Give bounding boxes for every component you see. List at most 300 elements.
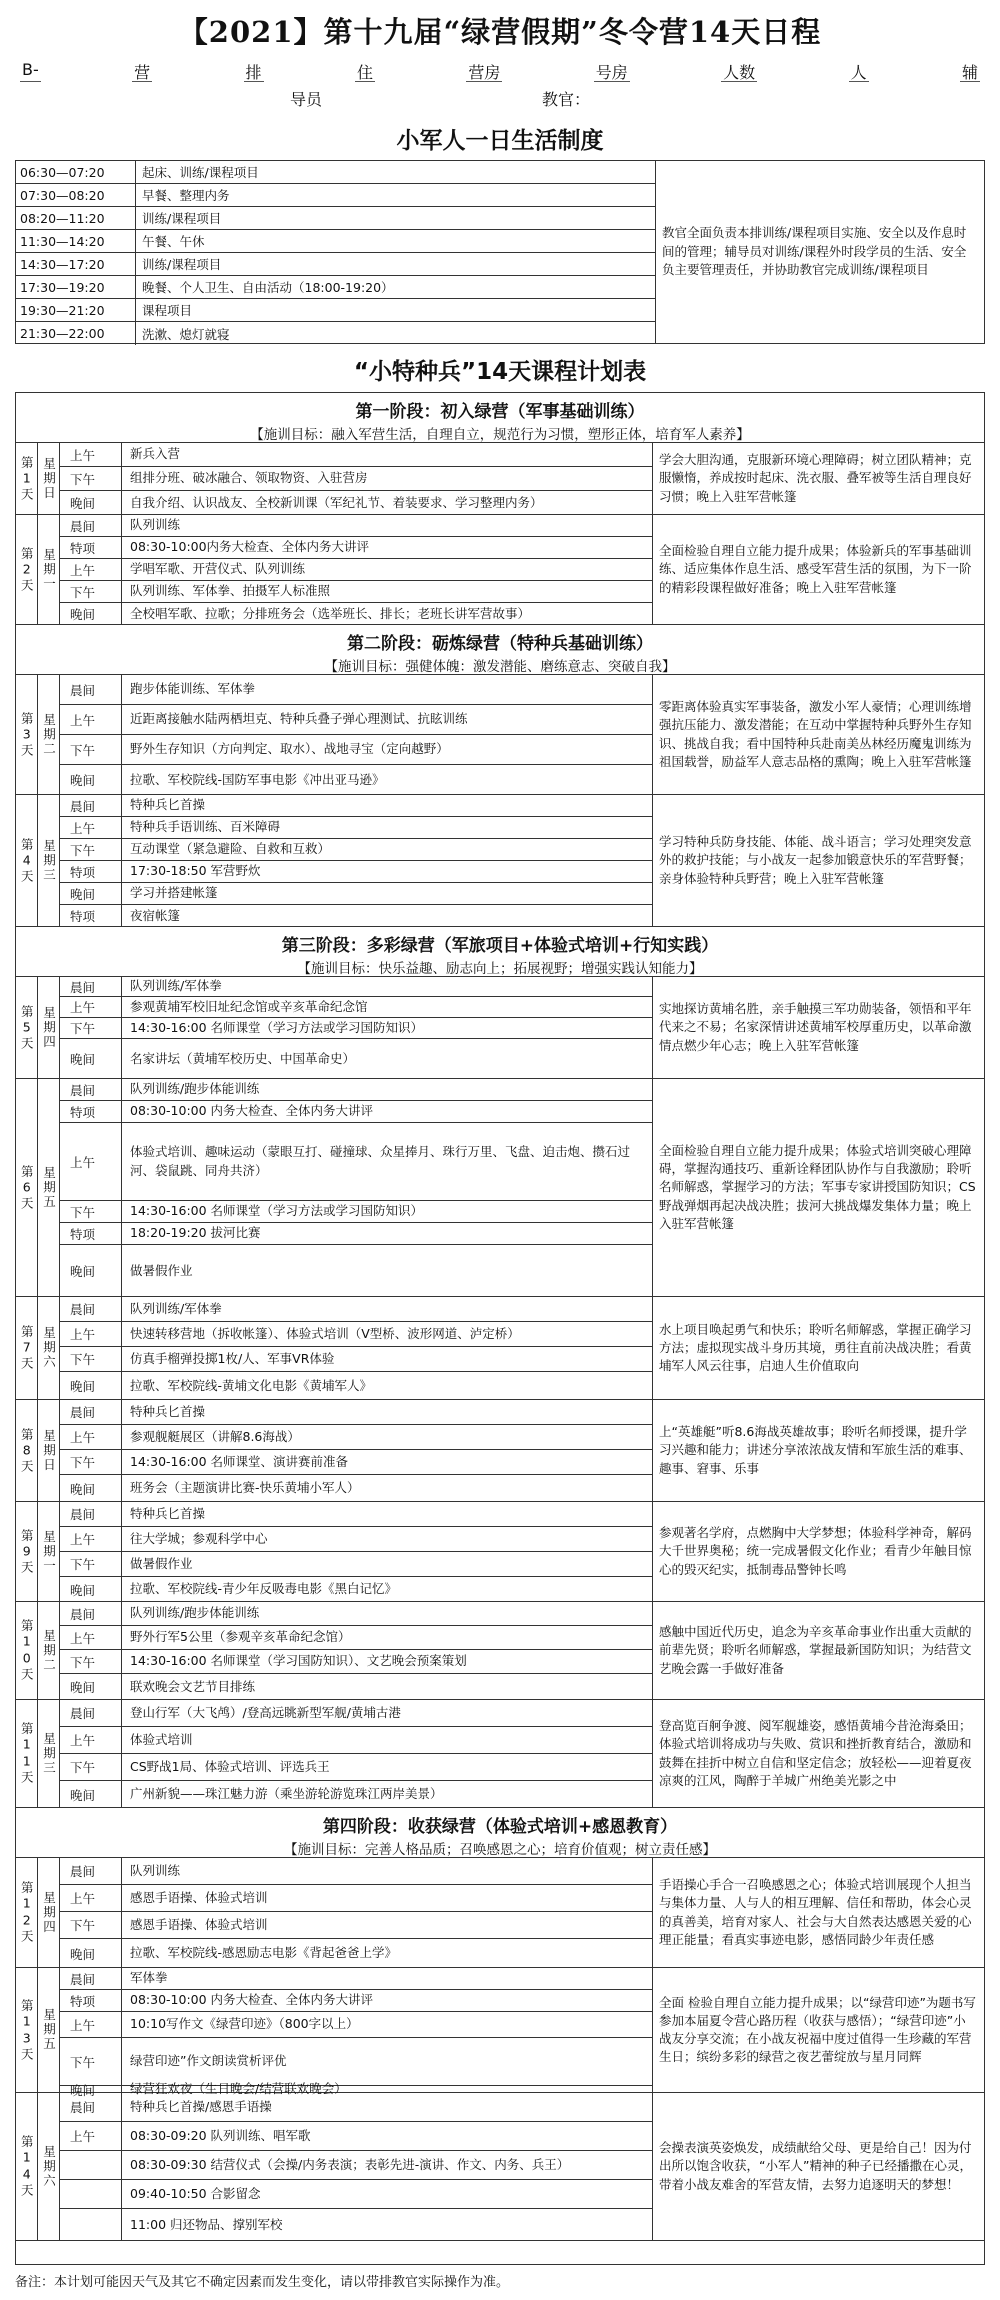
- period-label: 上午: [60, 2012, 122, 2037]
- day-rows: [60, 1602, 653, 1699]
- daily-time: 11:30—14:20: [16, 230, 136, 252]
- period-label: 下午: [60, 1650, 122, 1673]
- schedule-row: [60, 1727, 653, 1754]
- daily-schedule-table: [15, 160, 985, 344]
- day-block: [16, 1502, 984, 1602]
- schedule-row: [60, 1781, 653, 1808]
- day-weekday: 星期三: [38, 1700, 60, 1807]
- period-label: 特项: [60, 1990, 122, 2011]
- activity-content: 近距离接触水陆两栖坦克、特种兵叠子弹心理测试、抗眩训练: [130, 711, 468, 727]
- activity-content: 感恩手语操、体验式培训: [130, 1916, 268, 1932]
- schedule-row: [60, 581, 653, 603]
- schedule-row: [60, 2151, 653, 2180]
- period-label: 下午: [60, 735, 122, 764]
- day-weekday: 星期六: [38, 1297, 60, 1399]
- schedule-row: [60, 1450, 653, 1475]
- activity-content: 学唱军歌、开营仪式、队列训练: [130, 561, 306, 577]
- activity-content: 体验式培训、趣味运动（蒙眼互打、碰撞球、众星捧月、珠行万里、飞盘、迫击炮、攒石过河、袋鼠跳、同舟共济）: [130, 1144, 631, 1178]
- activity-content: 08:30-10:00内务大检查、全体内务大讲评: [130, 539, 370, 555]
- activity-content: 野外行军5公里（参观辛亥革命纪念馆）: [130, 1629, 351, 1645]
- activity-content: 拉歌、军校院线-国防军事电影《冲出亚马逊》: [130, 771, 385, 787]
- activity-content: 全校唱军歌、拉歌；分排班务会（选举班长、排长；老班长讲军营故事）: [130, 605, 531, 621]
- schedule-row: [60, 1650, 653, 1674]
- activity-content: CS野战1局、体验式培训、评选兵王: [130, 1758, 330, 1774]
- day-block: [16, 2093, 984, 2241]
- schedule-row: [60, 1674, 653, 1700]
- period-label: 晚间: [60, 1577, 122, 1602]
- daily-row: [16, 161, 655, 184]
- day-number: 第1天: [16, 443, 38, 514]
- period-label: 上午: [60, 705, 122, 734]
- schedule-row: [60, 1372, 653, 1400]
- day-number: 第11天: [16, 1700, 38, 1807]
- day-block: [16, 1968, 984, 2098]
- schedule-row: [60, 1245, 653, 1297]
- stage-header: [16, 927, 984, 977]
- day-rows: [60, 795, 653, 926]
- stage-title: 第四阶段：收获绿营（体验式培训+感恩教育）: [322, 1817, 678, 1837]
- activity-content: 拉歌、军校院线-感恩励志电影《背起爸爸上学》: [130, 1945, 398, 1961]
- daily-time: 17:30—19:20: [16, 276, 136, 298]
- activity-content: 特种兵匕首操/感恩手语操: [130, 2098, 272, 2114]
- day-objective: 手语操心手合一召唤感恩之心；体验式培训展现个人担当与集体力量、人与人的相互理解、信任和帮助，体会心灵的真善美，培育对家人、社会与大自然表达感恩关爱的心理正能量；看真实事迹电影，感悟同龄少年责任感: [659, 1877, 972, 1947]
- schedule-row: [60, 905, 653, 927]
- stage-title: 第一阶段：初入绿营（军事基础训练）: [355, 402, 645, 422]
- activity-content: 快速转移营地（拆收帐篷）、体验式培训（V型桥、波形网道、泸定桥）: [130, 1325, 520, 1341]
- schedule-row: [60, 537, 653, 559]
- activity-content: 08:30-09:30 结营仪式（会操/内务表演；表彰先进-演讲、作文、内务、兵王）: [130, 2156, 570, 2172]
- daily-row: [16, 276, 655, 299]
- period-label: 晨间: [60, 795, 122, 816]
- period-label: 上午: [60, 1322, 122, 1346]
- info-field: B-: [20, 60, 41, 82]
- activity-content: 互动课堂（紧急避险、自救和互救）: [130, 841, 331, 857]
- stage-goal: 【施训目标：融入军营生活，自理自立，规范行为习惯，塑形正体，培育军人素养】: [250, 427, 750, 443]
- day-weekday: 星期五: [38, 1968, 60, 2092]
- activity-content: 特种兵匕首操: [130, 797, 206, 813]
- plan-heading: “小特种兵”14天课程计划表: [353, 359, 647, 385]
- period-label: [60, 2180, 122, 2208]
- activity-content: 联欢晚会文艺节目排练: [130, 1678, 256, 1694]
- activity-content: 14:30-16:00 名师课堂（学习方法或学习国防知识）: [130, 1019, 424, 1035]
- day-objective: 全面检验自理自立能力提升成果；体验新兵的军事基础训练、适应集体作息生活、感受军营生活的氛围，为下一阶的精彩段课程做好准备；晚上入驻军营帐篷: [659, 543, 972, 595]
- activity-content: 做暑假作业: [130, 1262, 193, 1278]
- activity-content: 10:10写作文《绿营印迹》（800字以上）: [130, 2016, 359, 2032]
- daily-schedule-heading: 小军人一日生活制度: [396, 128, 604, 154]
- activity-content: 14:30-16:00 名师课堂、演讲赛前准备: [130, 1453, 349, 1469]
- schedule-row: [60, 977, 653, 997]
- schedule-row: [60, 1990, 653, 2012]
- day-rows: [60, 977, 653, 1078]
- schedule-row: [60, 2081, 653, 2098]
- period-label: 特项: [60, 905, 122, 927]
- period-label: 特项: [60, 1223, 122, 1244]
- period-label: 下午: [60, 1347, 122, 1371]
- period-label: 下午: [60, 2038, 122, 2085]
- activity-content: 新兵入营: [130, 446, 181, 462]
- day-objective: 全面 检验自理自立能力提升成果；以“绿营印迹”为题书写参加本届夏令营心路历程（收获与感悟）；“绿营印迹”小战友分享交流；在小战友祝福中度过值得一生珍藏的军营生日；缤纷多彩的绿营之夜艺蕾绽放与星月同辉: [659, 1994, 976, 2065]
- schedule-row: [60, 1858, 653, 1885]
- day-rows: [60, 1079, 653, 1296]
- schedule-row: [60, 817, 653, 839]
- day-block: [16, 515, 984, 625]
- day-number: 第8天: [16, 1400, 38, 1501]
- activity-content: 往大学城；参观科学中心: [130, 1530, 268, 1546]
- day-number: 第13天: [16, 1968, 38, 2092]
- period-label: 上午: [60, 1123, 122, 1200]
- activity-content: 仿真手榴弹投掷1枚/人、军事VR体验: [130, 1350, 335, 1366]
- period-label: 晨间: [60, 1297, 122, 1321]
- activity-content: 班务会（主题演讲比赛-快乐黄埔小军人）: [130, 1480, 360, 1496]
- activity-content: 18:20-19:20 拔河比赛: [130, 1225, 261, 1241]
- daily-time: 08:20—11:20: [16, 207, 136, 229]
- day-rows: [60, 1700, 653, 1807]
- period-label: 上午: [60, 1527, 122, 1551]
- schedule-row: [60, 1602, 653, 1626]
- day-block: [16, 1079, 984, 1297]
- day-rows: [60, 515, 653, 624]
- activity-content: 体验式培训: [130, 1731, 193, 1747]
- schedule-row: [60, 1079, 653, 1101]
- course-plan-table: [15, 392, 985, 2265]
- day-weekday: 星期日: [38, 1400, 60, 1501]
- period-label: 上午: [60, 1425, 122, 1449]
- info-field: 营房: [466, 60, 502, 82]
- daily-time: 21:30—22:00: [16, 322, 136, 345]
- activity-content: 军体拳: [130, 1970, 168, 1986]
- day-block: [16, 1700, 984, 1808]
- daily-time: 07:30—08:20: [16, 184, 136, 206]
- schedule-row: [60, 1123, 653, 1201]
- day-number: 第6天: [16, 1079, 38, 1296]
- day-number: 第3天: [16, 675, 38, 794]
- stage-header: [16, 1808, 984, 1858]
- footer-note: 备注：本计划可能因天气及其它不确定因素而发生变化，请以带排教官实际操作为准。: [15, 2275, 510, 2290]
- daily-time: 14:30—17:20: [16, 253, 136, 275]
- day-block: [16, 1858, 984, 1968]
- schedule-row: [60, 839, 653, 861]
- activity-content: 08:30-10:00 内务大检查、全体内务大讲评: [130, 1992, 374, 2008]
- activity-content: 做暑假作业: [130, 1555, 193, 1571]
- period-label: 晚间: [60, 2086, 122, 2093]
- info-field: 号房: [594, 60, 630, 82]
- day-objective: 学会大胆沟通，克服新环境心理障碍；树立团队精神；克服懒惰，养成按时起床、洗衣服、叠军被等生活自理良好习惯；晚上入驻军营帐篷: [659, 452, 972, 504]
- schedule-row: [60, 1400, 653, 1425]
- schedule-row: [60, 883, 653, 905]
- day-rows: [60, 1297, 653, 1399]
- day-block: [16, 795, 984, 927]
- day-rows: [60, 1968, 653, 2098]
- period-label: 上午: [60, 1885, 122, 1911]
- schedule-row: [60, 559, 653, 581]
- stage-goal: 【施训目标：快乐益趣、励志向上；拓展视野；增强实践认知能力】: [297, 961, 703, 977]
- day-objective: 感触中国近代历史，追念为辛亥革命事业作出重大贡献的前辈先贤；聆听名师解惑，掌握最新国防知识；为结营文艺晚会露一手做好准备: [659, 1624, 972, 1676]
- schedule-row: [60, 1700, 653, 1727]
- period-label: 上午: [60, 817, 122, 838]
- day-rows: [60, 443, 653, 514]
- day-block: [16, 1602, 984, 1700]
- day-number: 第4天: [16, 795, 38, 926]
- period-label: 晨间: [60, 1400, 122, 1424]
- info-field: 辅: [960, 60, 980, 82]
- stage-header: [16, 393, 984, 443]
- activity-content: 特种兵匕首操: [130, 1505, 206, 1521]
- day-objective: 学习特种兵防身技能、体能、战斗语言；学习处理突发意外的救护技能；与小战友一起参加锻意快乐的军营野餐；亲身体验特种兵野营；晚上入驻军营帐篷: [659, 834, 972, 886]
- daily-activity: 课程项目: [142, 303, 193, 318]
- activity-content: 拉歌、军校院线-青少年反吸毒电影《黑白记忆》: [130, 1581, 398, 1597]
- day-weekday: 星期四: [38, 977, 60, 1078]
- schedule-row: [60, 1018, 653, 1039]
- activity-content: 登山行军（大飞鸬）/登高远眺新型军舰/黄埔古港: [130, 1704, 401, 1720]
- period-label: 下午: [60, 1018, 122, 1038]
- day-weekday: 星期四: [38, 1858, 60, 1967]
- schedule-row: [60, 795, 653, 817]
- period-label: 下午: [60, 467, 122, 490]
- day-objective: 水上项目唤起勇气和快乐；聆听名师解惑，掌握正确学习方法；虚拟现实战斗身历其境，勇往直前决战决胜；看黄埔军人风云往事，启迪人生价值取向: [659, 1321, 972, 1374]
- activity-content: 队列训练/军体拳: [130, 1300, 222, 1316]
- day-number: 第10天: [16, 1602, 38, 1699]
- page-title: 【2021】第十九届“绿营假期”冬令营14天日程: [178, 15, 822, 49]
- activity-content: 自我介绍、认识战友、全校新训课（军纪礼节、着装要求、学习整理内务）: [130, 494, 543, 510]
- period-label: 下午: [60, 1450, 122, 1474]
- period-label: 晨间: [60, 675, 122, 704]
- schedule-row: [60, 1297, 653, 1322]
- day-weekday: 星期六: [38, 2093, 60, 2240]
- daily-row: [16, 207, 655, 230]
- period-label: 晨间: [60, 1858, 122, 1884]
- activity-content: 14:30-16:00 名师课堂（学习国防知识）、文艺晚会预案策划: [130, 1653, 467, 1669]
- activity-content: 参观黄埔军校旧址纪念馆或辛亥革命纪念馆: [130, 998, 368, 1014]
- day-block: [16, 1400, 984, 1502]
- info-field: 人: [849, 60, 869, 82]
- daily-row: [16, 253, 655, 276]
- daily-activity: 训练/课程项目: [142, 211, 222, 226]
- schedule-row: [60, 1201, 653, 1223]
- schedule-row: [60, 1347, 653, 1372]
- activity-content: 队列训练、军体拳、拍摄军人标准照: [130, 583, 331, 599]
- day-block: [16, 977, 984, 1079]
- day-weekday: 星期五: [38, 1079, 60, 1296]
- period-label: 晨间: [60, 1700, 122, 1726]
- period-label: 上午: [60, 559, 122, 580]
- day-block: [16, 443, 984, 515]
- daily-activity: 洗漱、熄灯就寝: [142, 326, 230, 342]
- activity-content: 感恩手语操、体验式培训: [130, 1889, 268, 1905]
- stage-header: [16, 625, 984, 675]
- daily-activity: 午餐、午休: [142, 234, 205, 249]
- period-label: 晚间: [60, 883, 122, 904]
- stage-goal: 【施训目标：强健体魄：激发潜能、磨练意志、突破自我】: [324, 659, 676, 675]
- camp-info-line1: [20, 60, 980, 82]
- day-weekday: 星期一: [38, 1502, 60, 1601]
- schedule-row: [60, 1577, 653, 1602]
- activity-content: 绿营狂欢夜（生日晚会/结营联欢晚会）: [130, 2081, 347, 2097]
- schedule-row: [60, 443, 653, 467]
- daily-row: [16, 230, 655, 253]
- activity-content: 14:30-16:00 名师课堂（学习方法或学习国防知识）: [130, 1203, 424, 1219]
- info-field: 营: [132, 60, 152, 82]
- period-label: 晚间: [60, 491, 122, 515]
- period-label: 下午: [60, 1201, 122, 1222]
- day-weekday: 星期一: [38, 515, 60, 624]
- schedule-row: [60, 861, 653, 883]
- day-rows: [60, 675, 653, 794]
- activity-content: 08:30-09:20 队列训练、唱军歌: [130, 2127, 311, 2143]
- schedule-row: [60, 2209, 653, 2241]
- schedule-row: [60, 1912, 653, 1939]
- period-label: 晚间: [60, 1781, 122, 1808]
- stage-goal: 【施训目标：完善人格品质；召唤感恩之心；培育价值观；树立责任感】: [284, 1842, 716, 1858]
- activity-content: 09:40-10:50 合影留念: [130, 2185, 261, 2201]
- period-label: 晨间: [60, 1079, 122, 1100]
- activity-content: 野外生存知识（方向判定、取水）、战地寻宝（定向越野）: [130, 741, 449, 757]
- period-label: 上午: [60, 997, 122, 1017]
- day-weekday: 星期三: [38, 795, 60, 926]
- day-objective: 上“英雄艇”听8.6海战英雄故事；聆听名师授课，提升学习兴趣和能力；讲述分享浓浓战友情和军旅生活的难事、趣事、窘事、乐事: [659, 1424, 972, 1476]
- info-field: 导员: [289, 90, 322, 109]
- daily-time: 19:30—21:20: [16, 299, 136, 321]
- schedule-row: [60, 1527, 653, 1552]
- schedule-row: [60, 1322, 653, 1347]
- schedule-row: [60, 603, 653, 625]
- day-objective: 会操表演英姿焕发，成绩献给父母、更是给自己！因为付出所以饱含收获，“小军人”精神的种子已经播撒在心灵，带着小战友难舍的军营友情，去努力追逐明天的梦想！: [659, 2140, 972, 2192]
- day-number: 第9天: [16, 1502, 38, 1601]
- activity-content: 队列训练/跑步体能训练: [130, 1081, 260, 1097]
- period-label: 晨间: [60, 1968, 122, 1989]
- stage-title: 第二阶段：砺炼绿营（特种兵基础训练）: [347, 634, 653, 654]
- day-block: [16, 1297, 984, 1400]
- schedule-row: [60, 1626, 653, 1650]
- activity-content: 08:30-10:00 内务大检查、全体内务大讲评: [130, 1103, 374, 1119]
- period-label: 下午: [60, 1912, 122, 1938]
- day-block: [16, 675, 984, 795]
- activity-content: 绿营印迹”作文朗读赏析评优: [130, 2053, 287, 2069]
- day-number: 第7天: [16, 1297, 38, 1399]
- info-field: 人数: [721, 60, 757, 82]
- schedule-row: [60, 2093, 653, 2122]
- schedule-row: [60, 1939, 653, 1968]
- activity-content: 学习并搭建帐篷: [130, 885, 218, 901]
- period-label: 晚间: [60, 1039, 122, 1079]
- day-rows: [60, 1502, 653, 1601]
- daily-time: 06:30—07:20: [16, 161, 136, 183]
- schedule-row: [60, 675, 653, 705]
- activity-content: 特种兵匕首操: [130, 1403, 206, 1419]
- period-label: 晨间: [60, 515, 122, 536]
- info-field: 教官：: [541, 90, 590, 109]
- schedule-row: [60, 467, 653, 491]
- activity-content: 夜宿帐篷: [130, 907, 181, 923]
- period-label: 上午: [60, 2122, 122, 2150]
- activity-content: 队列训练/跑步体能训练: [130, 1605, 260, 1621]
- day-number: 第2天: [16, 515, 38, 624]
- day-rows: [60, 1400, 653, 1501]
- period-label: [60, 2151, 122, 2179]
- activity-content: 跑步体能训练、军体拳: [130, 681, 256, 697]
- activity-content: 特种兵手语训练、百米障碍: [130, 819, 281, 835]
- daily-schedule-note: 教官全面负责本排训练/课程项目实施、安全以及作息时间的管理；辅导员对训练/课程外时段学员的生活、安全负主要管理责任，并协助教官完成训练/课程项目: [662, 224, 967, 278]
- schedule-row: [60, 735, 653, 765]
- schedule-row: [60, 765, 653, 795]
- schedule-row: [60, 2180, 653, 2209]
- stage-title: 第三阶段：多彩绿营（军旅项目+体验式培训+行知实践）: [281, 936, 719, 956]
- schedule-row: [60, 1968, 653, 1990]
- daily-activity: 起床、训练/课程项目: [142, 165, 259, 180]
- period-label: 晨间: [60, 1602, 122, 1625]
- daily-activity: 晚餐、个人卫生、自由活动（18:00-19:20）: [142, 280, 394, 295]
- daily-activity: 早餐、整理内务: [142, 188, 230, 203]
- period-label: 上午: [60, 1626, 122, 1649]
- schedule-row: [60, 2122, 653, 2151]
- camp-info-line2: [180, 87, 700, 109]
- day-number: 第5天: [16, 977, 38, 1078]
- schedule-row: [60, 1475, 653, 1502]
- period-label: 下午: [60, 839, 122, 860]
- schedule-row: [60, 1223, 653, 1245]
- schedule-row: [60, 1885, 653, 1912]
- period-label: 晨间: [60, 977, 122, 996]
- schedule-row: [60, 997, 653, 1018]
- activity-content: 队列训练: [130, 517, 181, 533]
- period-label: 下午: [60, 581, 122, 602]
- day-number: 第12天: [16, 1858, 38, 1967]
- schedule-row: [60, 515, 653, 537]
- day-objective: 零距离体验真实军事装备，激发小军人豪情；心理训练增强抗压能力、激发潜能；在互动中掌握特种兵野外生存知识、挑战自我；看中国特种兵赴南美丛林经历魔鬼训练为祖国载誉，励益军人意志品格的熏陶；晚上入驻军营帐篷: [659, 699, 972, 769]
- day-objective: 参观著名学府，点燃胸中大学梦想；体验科学神奇，解码大千世界奥秘；统一完成暑假文化作业；看青少年触目惊心的毁灭纪实，抵制毒品警钟长鸣: [659, 1525, 972, 1577]
- period-label: 晚间: [60, 603, 122, 625]
- day-weekday: 星期二: [38, 1602, 60, 1699]
- schedule-row: [60, 1039, 653, 1079]
- day-rows: [60, 1858, 653, 1967]
- activity-content: 参观舰艇展区（讲解8.6海战）: [130, 1428, 300, 1444]
- daily-row: [16, 184, 655, 207]
- activity-content: 拉歌、军校院线-黄埔文化电影《黄埔军人》: [130, 1377, 373, 1393]
- day-objective: 登高览百舸争渡、阅军舰雄姿，感悟黄埔今昔沧海桑田；体验式培训将成功与失败、赏识和挫折教育结合，激励和鼓舞在挂折中树立自信和坚定信念；放轻松——迎着夏夜凉爽的江风，陶醉于羊城广州绝美光影之中: [659, 1718, 972, 1788]
- period-label: 晚间: [60, 765, 122, 795]
- day-weekday: 星期日: [38, 443, 60, 514]
- schedule-row: [60, 2038, 653, 2086]
- schedule-row: [60, 1552, 653, 1577]
- day-objective: 全面检验自理自立能力提升成果；体验式培训突破心理障碍，掌握沟通技巧、重新诠释团队协作与自我激励；聆听名师解惑，掌握学习的方法；军事专家讲授国防知识；CS野战弹烟再起决战决胜；拔河大挑战爆发集体力量；晚上入驻军营帐篷: [659, 1143, 976, 1231]
- activity-content: 名家讲坛（黄埔军校历史、中国革命史）: [130, 1050, 356, 1066]
- activity-content: 11:00 归还物品、撑别军校: [130, 2216, 283, 2232]
- activity-content: 队列训练/军体拳: [130, 978, 222, 994]
- daily-schedule-rows: [16, 161, 656, 343]
- daily-activity: 训练/课程项目: [142, 257, 222, 272]
- schedule-row: [60, 1101, 653, 1123]
- period-label: 特项: [60, 861, 122, 882]
- period-label: 晚间: [60, 1245, 122, 1297]
- info-field: 排: [244, 60, 264, 82]
- daily-row: [16, 322, 655, 345]
- period-label: 晚间: [60, 1674, 122, 1700]
- period-label: 特项: [60, 1101, 122, 1122]
- daily-row: [16, 299, 655, 322]
- info-field: 住: [355, 60, 375, 82]
- period-label: 晚间: [60, 1475, 122, 1502]
- activity-content: 17:30-18:50 军营野炊: [130, 863, 261, 879]
- period-label: 特项: [60, 537, 122, 558]
- schedule-row: [60, 2012, 653, 2038]
- period-label: 晚间: [60, 1939, 122, 1968]
- activity-content: 队列训练: [130, 1862, 181, 1878]
- period-label: 上午: [60, 1727, 122, 1753]
- day-number: 第14天: [16, 2093, 38, 2240]
- period-label: 晨间: [60, 1502, 122, 1526]
- period-label: 上午: [60, 443, 122, 466]
- schedule-row: [60, 491, 653, 515]
- schedule-row: [60, 1425, 653, 1450]
